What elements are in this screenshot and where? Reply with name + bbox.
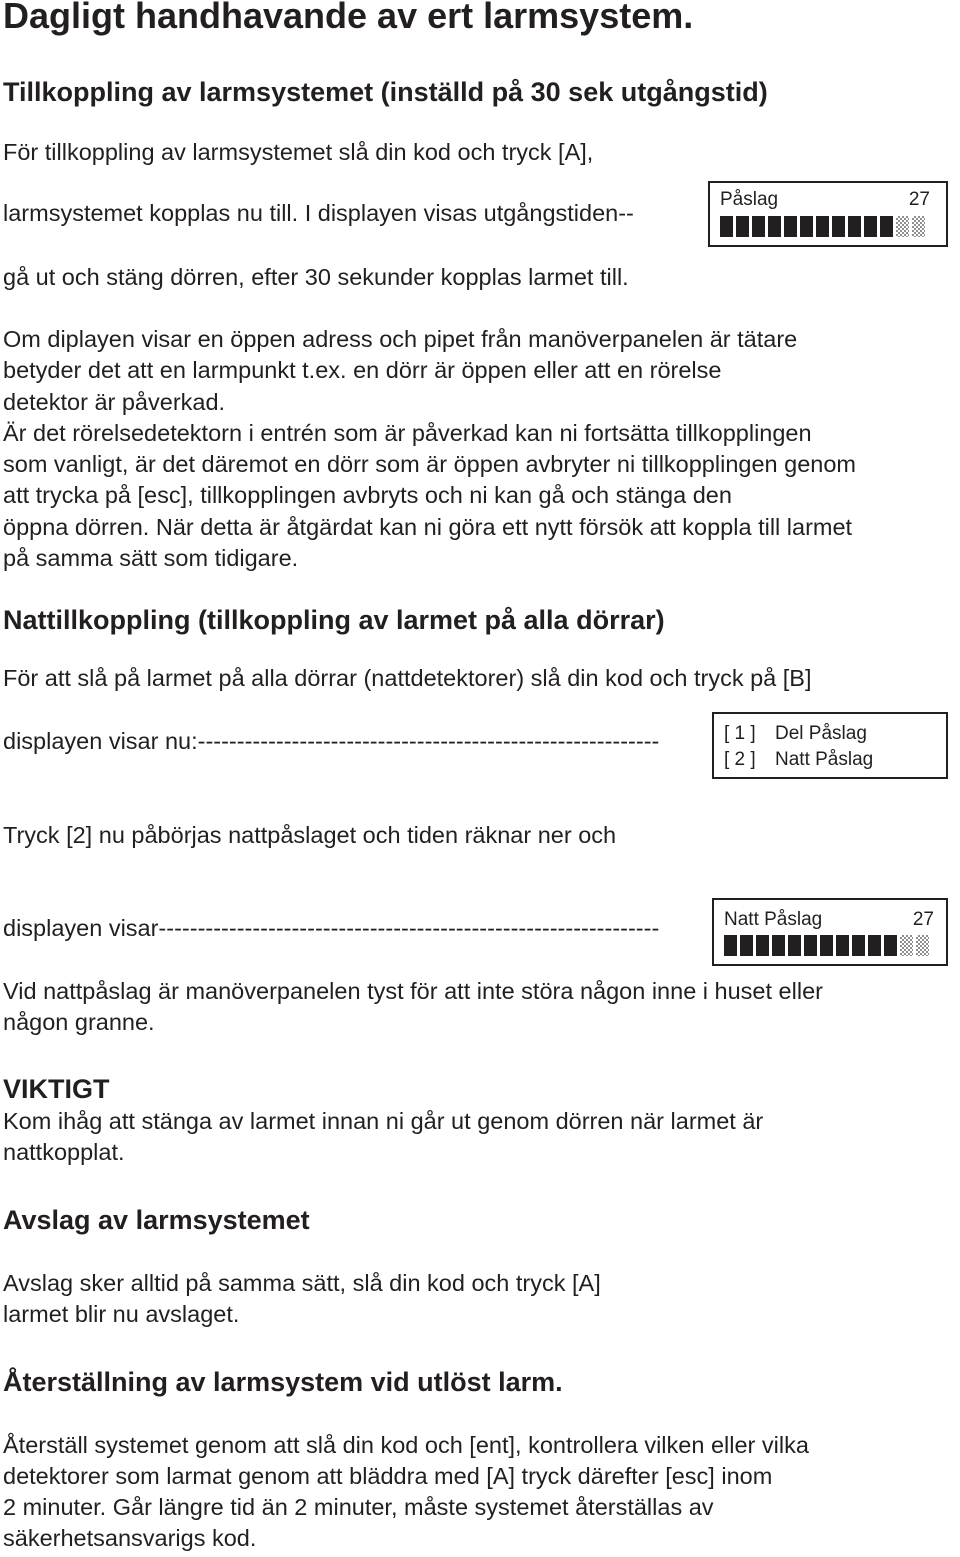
progress-block-shaded xyxy=(900,935,913,956)
text-line: säkerhetsansvarigs kod. xyxy=(3,1525,257,1551)
menu-option-1-label: Del Påslag xyxy=(775,723,867,744)
progress-block xyxy=(852,935,865,956)
section-heading-night-arming: Nattillkoppling (tillkoppling av larmet på alla dörrar) xyxy=(3,605,665,635)
text-line: Avslag sker alltid på samma sätt, slå din kod och tryck [A] xyxy=(3,1270,601,1296)
text-line: nattkopplat. xyxy=(3,1139,125,1165)
progress-block-shaded xyxy=(916,935,929,956)
progress-block xyxy=(800,216,813,237)
text-line: gå ut och stäng dörren, efter 30 sekunder kopplas larmet till. xyxy=(3,264,629,290)
display-label: Påslag xyxy=(720,189,779,210)
progress-block xyxy=(720,216,733,237)
display-countdown: 27 xyxy=(912,909,934,930)
progress-block xyxy=(868,935,881,956)
text-line: betyder det att en larmpunkt t.ex. en dörr är öppen eller att en rörelse xyxy=(3,357,722,383)
text-line: att trycka på [esc], tillkopplingen avbryts och ni kan gå och stänga den xyxy=(3,482,732,508)
progress-block-shaded xyxy=(896,216,909,237)
text-line: på samma sätt som tidigare. xyxy=(3,545,299,571)
progress-block xyxy=(836,935,849,956)
progress-block xyxy=(820,935,833,956)
section-heading-arming: Tillkoppling av larmsystemet (inställd på 30 sek utgångstid) xyxy=(3,77,768,107)
progress-block xyxy=(740,935,753,956)
section-heading-reset: Återställning av larmsystem vid utlöst larm. xyxy=(3,1367,563,1397)
progress-block xyxy=(848,216,861,237)
important-heading: VIKTIGT xyxy=(3,1074,110,1104)
text-line: Vid nattpåslag är manöverpanelen tyst för att inte störa någon inne i huset eller xyxy=(3,978,823,1004)
display-night-arming xyxy=(712,898,948,966)
text-line: larmsystemet kopplas nu till. I displayen visas utgångstiden-- xyxy=(3,200,634,226)
text-line: detektorer som larmat genom att bläddra med [A] tryck därefter [esc] inom xyxy=(3,1463,773,1489)
text-line: Återställ systemet genom att slå din kod och [ent], kontrollera vilken eller vilka xyxy=(3,1432,809,1458)
display-countdown: 27 xyxy=(908,189,930,210)
progress-block xyxy=(736,216,749,237)
progress-block xyxy=(816,216,829,237)
progress-block xyxy=(768,216,781,237)
text-line: någon granne. xyxy=(3,1009,155,1035)
text-line: displayen visar nu:----------------------------------------------------------- xyxy=(3,728,660,754)
progress-block xyxy=(880,216,893,237)
progress-block-shaded xyxy=(912,216,925,237)
progress-block xyxy=(864,216,877,237)
text-line: larmet blir nu avslaget. xyxy=(3,1301,240,1327)
text-line: öppna dörren. När detta är åtgärdat kan ni göra ett nytt försök att koppla till larmet xyxy=(3,514,853,540)
menu-option-1-key: [ 1 ] xyxy=(724,723,756,744)
progress-block xyxy=(804,935,817,956)
progress-block xyxy=(752,216,765,237)
progress-block xyxy=(788,935,801,956)
display-arming xyxy=(708,181,948,247)
display-label: Natt Påslag xyxy=(724,909,823,930)
text-line: Är det rörelsedetektorn i entrén som är påverkad kan ni fortsätta tillkopplingen xyxy=(3,420,812,446)
display-menu xyxy=(712,712,948,779)
progress-block xyxy=(832,216,845,237)
menu-option-2-label: Natt Påslag xyxy=(775,749,874,770)
text-line: displayen visar---------------------------------------------------------------- xyxy=(3,915,660,941)
display-progress-blocks xyxy=(724,935,932,956)
text-line: För att slå på larmet på alla dörrar (nattdetektorer) slå din kod och tryck på [B] xyxy=(3,665,812,691)
progress-block xyxy=(772,935,785,956)
text-line: detektor är påverkad. xyxy=(3,389,226,415)
text-line: som vanligt, är det däremot en dörr som är öppen avbryter ni tillkopplingen genom xyxy=(3,451,856,477)
text-line: Tryck [2] nu påbörjas nattpåslaget och tiden räknar ner och xyxy=(3,822,617,848)
menu-option-2-key: [ 2 ] xyxy=(724,749,756,770)
text-line: Om diplayen visar en öppen adress och pipet från manöverpanelen är tätare xyxy=(3,326,798,352)
progress-block xyxy=(884,935,897,956)
text-line: 2 minuter. Går längre tid än 2 minuter, måste systemet återställas av xyxy=(3,1494,714,1520)
section-heading-disarming: Avslag av larmsystemet xyxy=(3,1205,310,1235)
progress-block xyxy=(724,935,737,956)
text-line: För tillkoppling av larmsystemet slå din kod och tryck [A], xyxy=(3,139,594,165)
progress-block xyxy=(784,216,797,237)
display-progress-blocks xyxy=(720,216,928,237)
page-title: Dagligt handhavande av ert larmsystem. xyxy=(3,0,694,36)
text-line: Kom ihåg att stänga av larmet innan ni går ut genom dörren när larmet är xyxy=(3,1108,764,1134)
progress-block xyxy=(756,935,769,956)
